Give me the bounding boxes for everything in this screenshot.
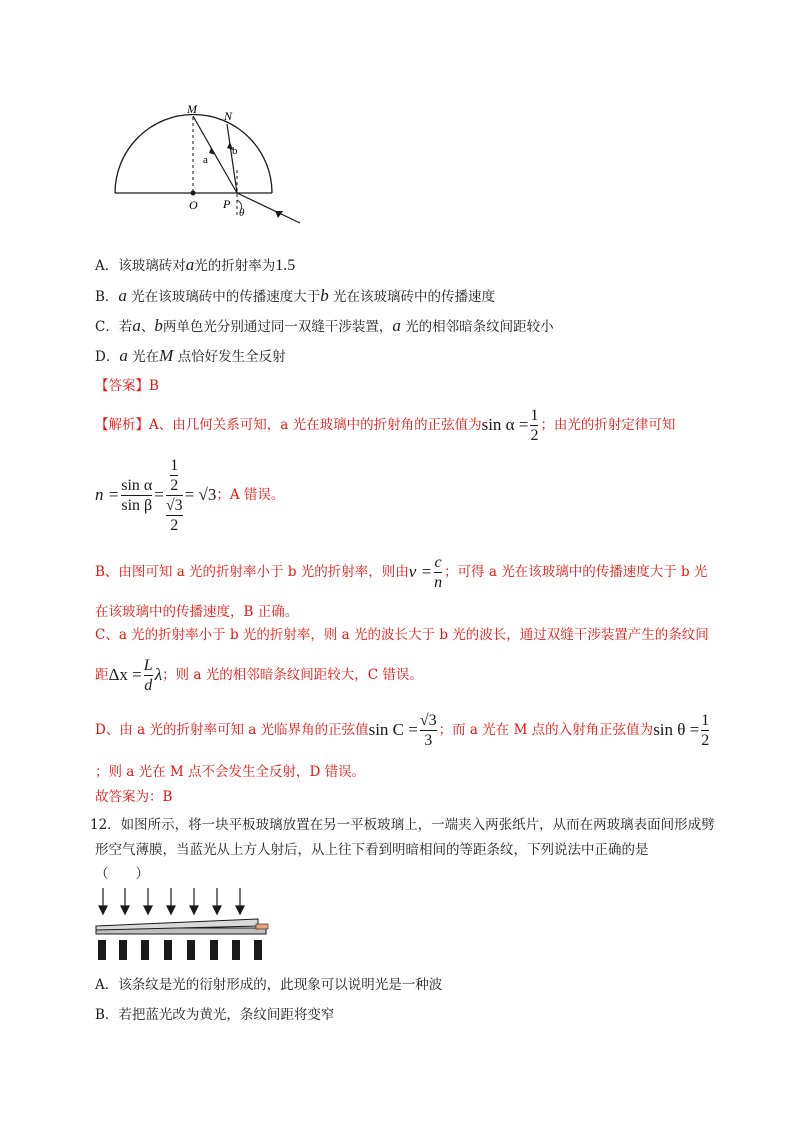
label-b: b [232,145,238,157]
label-N: N [224,109,233,123]
analysis-a-line2: n = $\frac{\text{sin α}}{\text{sin β}}$ = $\frac{\frac{1}{2}}{\frac{√3}{2}}$ = √3 ；A 错误。 [95,456,285,534]
analysis-c-line2: 距 Δx = $\frac{L}{d}$ λ ；则 a 光的相邻暗条纹间距较大，C 错误。 [95,656,423,694]
final-answer: 故答案为：B [95,789,173,805]
analysis-a-line1: 【解析】 A、由几何关系可知，a 光在玻璃中的折射角的正弦值为 sin α = $\frac{1}{2}$ ；由光的折射定律可知 [95,406,676,444]
q12-paren: （ ） [95,866,149,882]
q12-stem-line1: 12．如图所示，将一块平板玻璃放置在另一平板玻璃上，一端夹入两张纸片，从而在两玻璃表面间形成劈 [90,817,715,833]
fraction-nested: $\frac{\frac{1}{2}}{\frac{√3}{2}}$ [165,456,183,534]
label-P: P [223,197,231,211]
analysis-b-line2: 在该玻璃中的传播速度，B 正确。 [95,604,299,620]
fraction-c-over-n: $\frac{c}{n}$ [434,553,443,591]
fraction-sin-ratio: $\frac{\text{sin α}}{\text{sin β}}$ [121,476,153,514]
answer-label: 【答案】B [95,378,159,394]
fraction-l-over-d: $\frac{L}{d}$ [143,656,153,694]
label-O: O [189,198,198,212]
label-theta: θ [239,207,245,219]
fraction-one-half-d: $\frac{1}{2}$ [701,711,710,749]
q12-stem-line2: 形空气薄膜，当蓝光从上方人射后，从上往下看到明暗相间的等距条纹，下列说法中正确的是 [95,842,649,858]
q11-option-a: A．该玻璃砖对a光的折射率为1.5 [95,255,296,274]
semicircle-refraction-figure [110,100,330,225]
analysis-d-line1: D、由 a 光的折射率可知 a 光临界角的正弦值 sin C = $\frac{√3}{3}$ ；而 a 光在 M 点的入射角正弦值为 sin θ = $\frac{1}{2}$ [95,711,710,749]
q11-option-d: D．a 光在M 点恰好发生全反射 [95,346,286,365]
analysis-c-line1: C、a 光的折射率小于 b 光的折射率，则 a 光的波长大于 b 光的波长，通过双缝干涉装置产生的条纹间 [95,627,709,643]
fraction-one-half: $\frac{1}{2}$ [530,406,539,444]
analysis-d-line2: ；则 a 光在 M 点不会发生全反射，D 错误。 [95,764,366,780]
q11-option-b: B．a 光在该玻璃砖中的传播速度大于b 光在该玻璃砖中的传播速度 [95,286,496,305]
analysis-b-line1: B、由图可知 a 光的折射率小于 b 光的折射率，则由 v = $\frac{c}{n}$ ；可得 a 光在该玻璃中的传播速度大于 b 光 [95,553,708,591]
wedge-air-film-figure [94,884,284,964]
q12-option-a: A．该条纹是光的衍射形成的，此现象可以说明光是一种波 [95,977,443,993]
label-a: a [203,154,208,166]
q12-option-b: B．若把蓝光改为黄光，条纹间距将变窄 [95,1007,335,1023]
label-M: M [187,102,197,116]
fraction-sqrt3-over-3: $\frac{√3}{3}$ [419,711,437,749]
q11-option-c: C．若a、b两单色光分别通过同一双缝干涉装置，a 光的相邻暗条纹间距较小 [95,316,554,335]
